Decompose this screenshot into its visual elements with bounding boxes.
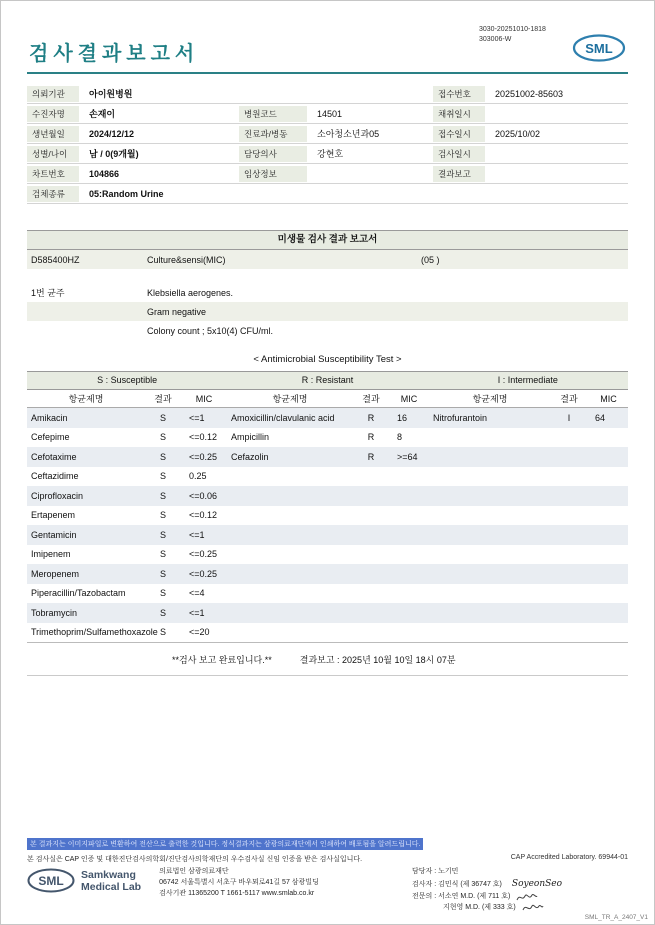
antibiotic-result: S [159,490,166,501]
antibiotic-name: Tobramycin [31,607,78,618]
info-label: 성별/나이 [27,146,79,162]
antibiotic-name: Ampicillin [231,432,270,443]
antibiotic-name: Trimethoprim/Sulfamethoxazole [31,627,158,638]
info-label: 담당의사 [239,146,307,162]
info-row [27,144,628,164]
ref-number-1: 3030-20251010-1818 [479,26,546,33]
antibiotic-name: Ceftazidime [31,471,79,482]
antibiotic-result: S [159,627,166,638]
info-value: 2025/10/02 [495,128,541,139]
form-code: SML_TR_A_2407_V1 [584,914,648,921]
micro-colony-row [27,321,628,340]
info-label: 병원코드 [239,106,307,122]
examiner-line [412,878,628,892]
signature-scribble-icon [522,903,544,914]
antibiotic-mic: <=1 [189,412,205,423]
antibiotic-mic: <=0.06 [189,490,218,501]
col-header-result: 결과 [362,394,380,404]
antibiotic-result: S [159,568,166,579]
ast-table-row [27,603,628,623]
antibiotic-mic: <=0.25 [189,568,218,579]
micro-strain-row [27,283,628,302]
antibiotic-result: S [159,412,166,423]
organization-name: 의료법인 삼광의료재단 [159,868,229,876]
info-row [27,124,628,144]
footer [27,867,628,914]
ast-table-row [27,584,628,604]
specialist-name-2: 지현영 M.D. (제 333 호) [443,904,516,912]
info-row [27,184,628,204]
image-conversion-notice: 본 결과지는 이미지파일로 변환하여 전산으로 출력한 것입니다. 정식결과지는 삼광의료재단에서 인쇄하여 배포됨을 알려드립니다. [27,838,423,850]
patient-info-table [27,84,628,204]
antibiotic-name: Nitrofurantoin [433,412,488,423]
antibiotic-name: Amikacin [31,412,68,423]
antibiotic-mic: <=0.25 [189,451,218,462]
examiner-name: 검사자 : 김민식 (제 36747 호) [412,880,502,888]
info-value: 104866 [89,168,120,179]
antibiotic-result: S [159,529,166,540]
col-header-name: 항균제명 [272,394,308,404]
examiner-signature: SoyeonSeo [511,879,563,890]
sml-footer-logo-icon [27,867,75,894]
antibiotic-result: S [159,549,166,560]
spacer [1,269,654,283]
ast-table-row [27,545,628,565]
col-header-mic: MIC [600,393,617,404]
ref-number-2: 303006-W [479,35,512,43]
info-value: 05:Random Urine [89,188,164,199]
micro-order-row [27,250,628,269]
antibiotic-mic: >=64 [397,451,418,462]
info-row [27,104,628,124]
ast-group-susceptible: S : Susceptible [97,375,158,385]
title-divider [27,72,628,74]
antibiotic-result: S [159,588,166,599]
organism-name: Klebsiella aerogenes. [147,287,234,298]
ast-table-row [27,506,628,526]
document-ref-numbers [479,25,546,45]
info-label: 채취일시 [433,106,485,122]
specialist-line-2 [443,903,628,914]
antibiotic-result: R [367,451,375,462]
antibiotic-result: R [367,412,375,423]
antibiotic-name: Cefepime [31,432,70,443]
antibiotic-mic: <=1 [189,529,205,540]
info-label: 차트번호 [27,166,79,182]
info-label: 접수일시 [433,126,485,142]
report-datetime: 결과보고 : 2025년 10월 10일 18시 07분 [299,654,456,665]
gram-result: Gram negative [147,306,207,317]
signature-scribble-icon [516,892,538,903]
antibiotic-mic: <=0.12 [189,432,218,443]
micro-test-name: Culture&sensi(MIC) [147,254,226,265]
page-title: 검사결과보고서 [29,43,200,65]
info-label: 수진자명 [27,106,79,122]
brand-line-2: Medical Lab [81,880,142,893]
antibiotic-name: Gentamicin [31,529,77,540]
info-label: 검체종류 [27,186,79,202]
antibiotic-mic: 16 [397,412,408,423]
info-label: 접수번호 [433,86,485,102]
completion-message: **검사 보고 완료입니다.** [172,654,272,665]
staff-info [412,867,628,914]
ast-table-row [27,447,628,467]
info-label: 진료과/병동 [239,126,307,142]
footer-brand [27,867,141,894]
antibiotic-name: Cefotaxime [31,451,77,462]
col-header-mic: MIC [195,393,213,404]
antibiotic-result: S [159,510,166,521]
ast-group-intermediate: I : Intermediate [497,375,558,385]
ast-table-row [27,564,628,584]
info-value: 남 / 0(9개월) [89,149,139,159]
info-value: 강현호 [317,149,344,159]
antibiotic-mic: <=4 [189,588,205,599]
antibiotic-mic: <=0.12 [189,510,218,521]
footer-logo-text: SML [38,874,64,889]
info-row [27,84,628,104]
antibiotic-result: S [159,451,166,462]
notices [27,838,628,864]
info-label: 생년월일 [27,126,79,142]
antibiotic-mic: <=20 [189,627,210,638]
cap-accreditation: CAP Accredited Laboratory. 69944-01 [510,854,628,861]
info-value: 2024/12/12 [89,128,135,139]
ast-table-row [27,623,628,643]
antibiotic-result: R [367,432,375,443]
accreditation-row [27,854,628,864]
sml-logo-text: SML [585,41,613,56]
col-header-result: 결과 [560,394,578,404]
antibiotic-mic: <=0.25 [189,549,218,560]
col-header-result: 결과 [154,394,172,404]
antibiotic-result: S [159,471,166,482]
antibiotic-mic: <=1 [189,607,205,618]
info-value: 20251002-85603 [495,88,564,99]
micro-specimen-site: (05 ) [421,254,440,265]
ast-group-header [27,371,628,390]
antibiotic-name: Meropenem [31,568,80,579]
micro-section-title: 미생물 검사 결과 보고서 [27,230,628,250]
specialist-line-1 [412,892,628,903]
accreditation-notice: 본 검사실은 CAP 인증 및 대한진단검사의학회/진단검사의학재단의 우수검사실 신임 인증을 받은 검사실입니다. [27,856,363,863]
antibiotic-result: I [567,412,571,423]
antibiotic-name: Imipenem [31,549,71,560]
antibiotic-result: S [159,432,166,443]
sml-logo-icon [572,33,626,63]
micro-test-code: D585400HZ [31,254,80,265]
info-value: 아이원병원 [89,89,133,99]
antibiotic-mic: 0.25 [189,471,207,482]
ast-table-row [27,525,628,545]
info-row [27,164,628,184]
info-value: 소아청소년과05 [317,129,380,139]
ast-group-resistant: R : Resistant [301,375,354,385]
antibiotic-name: Ciprofloxacin [31,490,84,501]
manager-line [412,867,628,878]
ast-column-header [27,390,628,408]
antibiotic-name: Amoxicillin/clavulanic acid [231,412,335,423]
brand-line-1: Samkwang [81,868,136,881]
antibiotic-mic: 64 [595,412,606,423]
antibiotic-name: Piperacillin/Tazobactam [31,588,126,599]
ast-title: < Antimicrobial Susceptibility Test > [253,354,402,365]
antibiotic-mic: 8 [397,432,403,443]
ast-table-row [27,486,628,506]
antibiotic-name: Ertapenem [31,510,76,521]
info-label: 임상정보 [239,166,307,182]
ast-table-row [27,428,628,448]
info-value: 손재이 [89,109,116,119]
col-header-name: 항균제명 [472,394,508,404]
ast-table-row [27,467,628,487]
manager-name: 담당자 : 노기민 [412,868,459,876]
completion-row [27,643,628,676]
info-label: 결과보고 [433,166,485,182]
specialist-name-1: 전문의 : 서소연 M.D. (제 711 호) [412,893,511,901]
colony-count: Colony count ; 5x10(4) CFU/ml. [147,325,274,336]
organization-contact: 검사기관 11365200 T 1661-5117 www.smlab.co.kr [159,889,315,897]
antibiotic-result: S [159,607,166,618]
micro-gram-row [27,302,628,321]
brand-name [81,869,141,893]
info-value: 14501 [317,108,343,119]
antibiotic-name: Cefazolin [231,451,269,462]
col-header-mic: MIC [400,393,418,404]
ast-table-body [27,408,628,643]
organization-info [159,867,409,900]
ast-table-row [27,408,628,428]
info-label: 검사일시 [433,146,485,162]
strain-label: 1번 균주 [31,288,65,298]
info-label: 의뢰기관 [27,86,79,102]
organization-address: 06742 서울특별시 서초구 바우뫼로41길 57 삼광빌딩 [159,879,319,887]
col-header-name: 항균제명 [68,394,104,404]
